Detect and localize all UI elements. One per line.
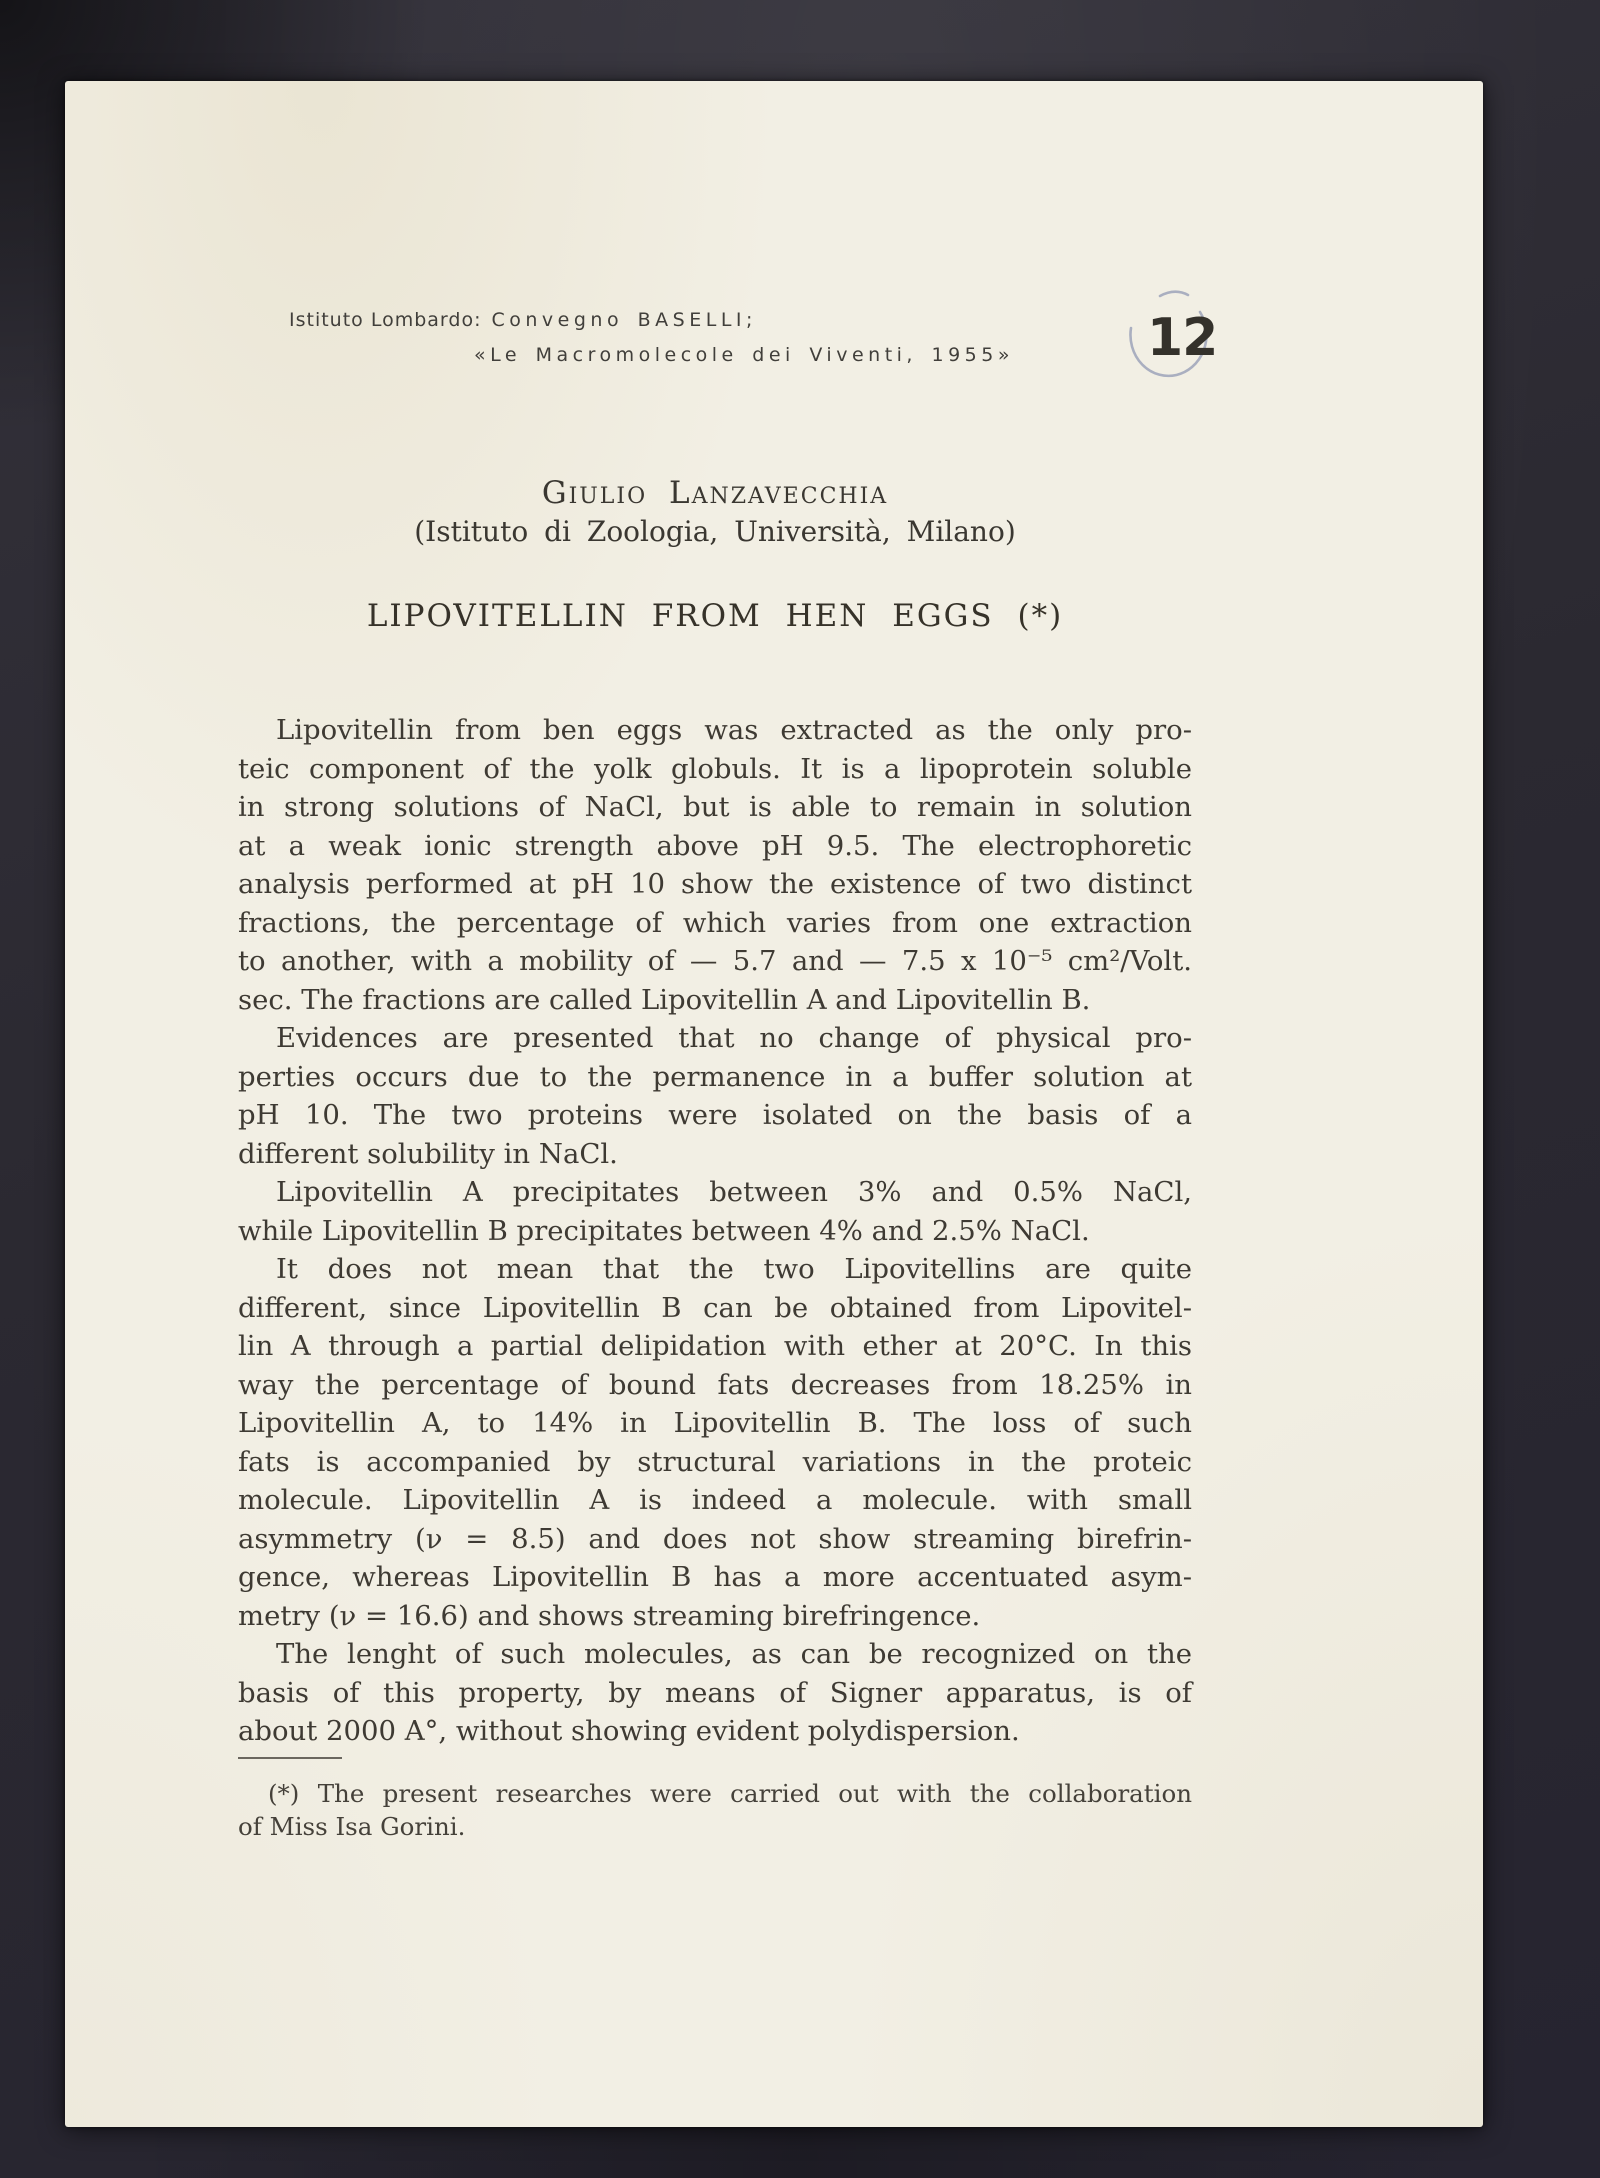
text-line: Lipovitellin A, to 14% in Lipovitellin B. The loss of such [238,1407,1192,1439]
text-line: at a weak ionic strength above pH 9.5. The electrophoretic [238,829,1192,862]
text-line: analysis performed at pH 10 show the existence of two distinct [238,868,1192,900]
text-line: different solubility in NaCl. [238,1137,618,1170]
footnote-rule [238,1757,342,1759]
abstract-body [238,711,1192,1751]
author-affiliation: (Istituto di Zoologia, Università, Milano) [414,515,1016,548]
paper-page [65,81,1483,2127]
page-number: 12 [1147,308,1218,368]
paragraph [238,711,1192,1019]
text-line: fats is accompanied by structural variations in the proteic [238,1445,1192,1478]
text-line: while Lipovitellin B precipitates between 4% and 2.5% NaCl. [238,1214,1090,1247]
stamp-proceedings: «Le Macromolecole dei Viventi, 1955» [474,344,1014,366]
text-line: way the percentage of bound fats decreases from 18.25% in [238,1368,1192,1401]
stamp-institution: Istituto Lombardo: [289,309,482,331]
text-line: pH 10. The two proteins were isolated on the basis of a [238,1099,1192,1131]
text-line: lin A through a partial delipidation with ether at 20°C. In this [238,1330,1192,1362]
paragraph [238,1635,1192,1751]
text-line: gence, whereas Lipovitellin B has a more accentuated asym- [238,1561,1192,1593]
text-line: perties occurs due to the permanence in a buffer solution at [238,1060,1192,1093]
text-line: molecule. Lipovitellin A is indeed a molecule. with small [238,1484,1192,1516]
page-number-badge [1125,286,1218,386]
text-line: of Miss Isa Gorini. [238,1812,466,1841]
text-line: The lenght of such molecules, as can be recognized on the [276,1638,1192,1670]
library-stamp [289,309,1014,366]
stamp-event: Convegno BASELLI; [491,309,757,331]
stamp-line-1 [289,309,1014,331]
text-line: to another, with a mobility of — 5.7 and — 7.5 x 10⁻⁵ cm²/Volt. [238,945,1192,977]
footnote [238,1777,1192,1843]
paragraph [238,1173,1192,1250]
text-line: It does not mean that the two Lipovitellins are quite [276,1253,1192,1285]
text-line: about 2000 A°, without showing evident polydispersion. [238,1715,1020,1747]
text-line: Evidences are presented that no change of physical pro- [276,1022,1192,1054]
text-line: Lipovitellin from ben eggs was extracted as the only pro- [276,714,1192,746]
author-name: Giulio Lanzavecchia [541,475,889,511]
text-line: sec. The fractions are called Lipovitellin A and Lipovitellin B. [238,983,1091,1016]
text-line: teic component of the yolk globuls. It is a lipoprotein soluble [238,752,1192,785]
text-line: basis of this property, by means of Signer apparatus, is of [238,1676,1192,1709]
text-line: Lipovitellin A precipitates between 3% and 0.5% NaCl, [276,1176,1192,1208]
paragraph [238,1019,1192,1173]
text-line: asymmetry (ν = 8.5) and does not show streaming birefrin- [238,1522,1192,1555]
text-line: (*) The present researches were carried out with the collaboration [268,1779,1192,1808]
text-line: in strong solutions of NaCl, but is able to remain in solution [238,791,1192,823]
text-line: metry (ν = 16.6) and shows streaming birefringence. [238,1599,981,1632]
text-line: fractions, the percentage of which varies from one extraction [238,906,1192,939]
paper-title: LIPOVITELLIN FROM HEN EGGS (*) [366,598,1064,634]
paragraph [238,1250,1192,1635]
text-line: different, since Lipovitellin B can be obtained from Lipovitel- [238,1291,1192,1324]
